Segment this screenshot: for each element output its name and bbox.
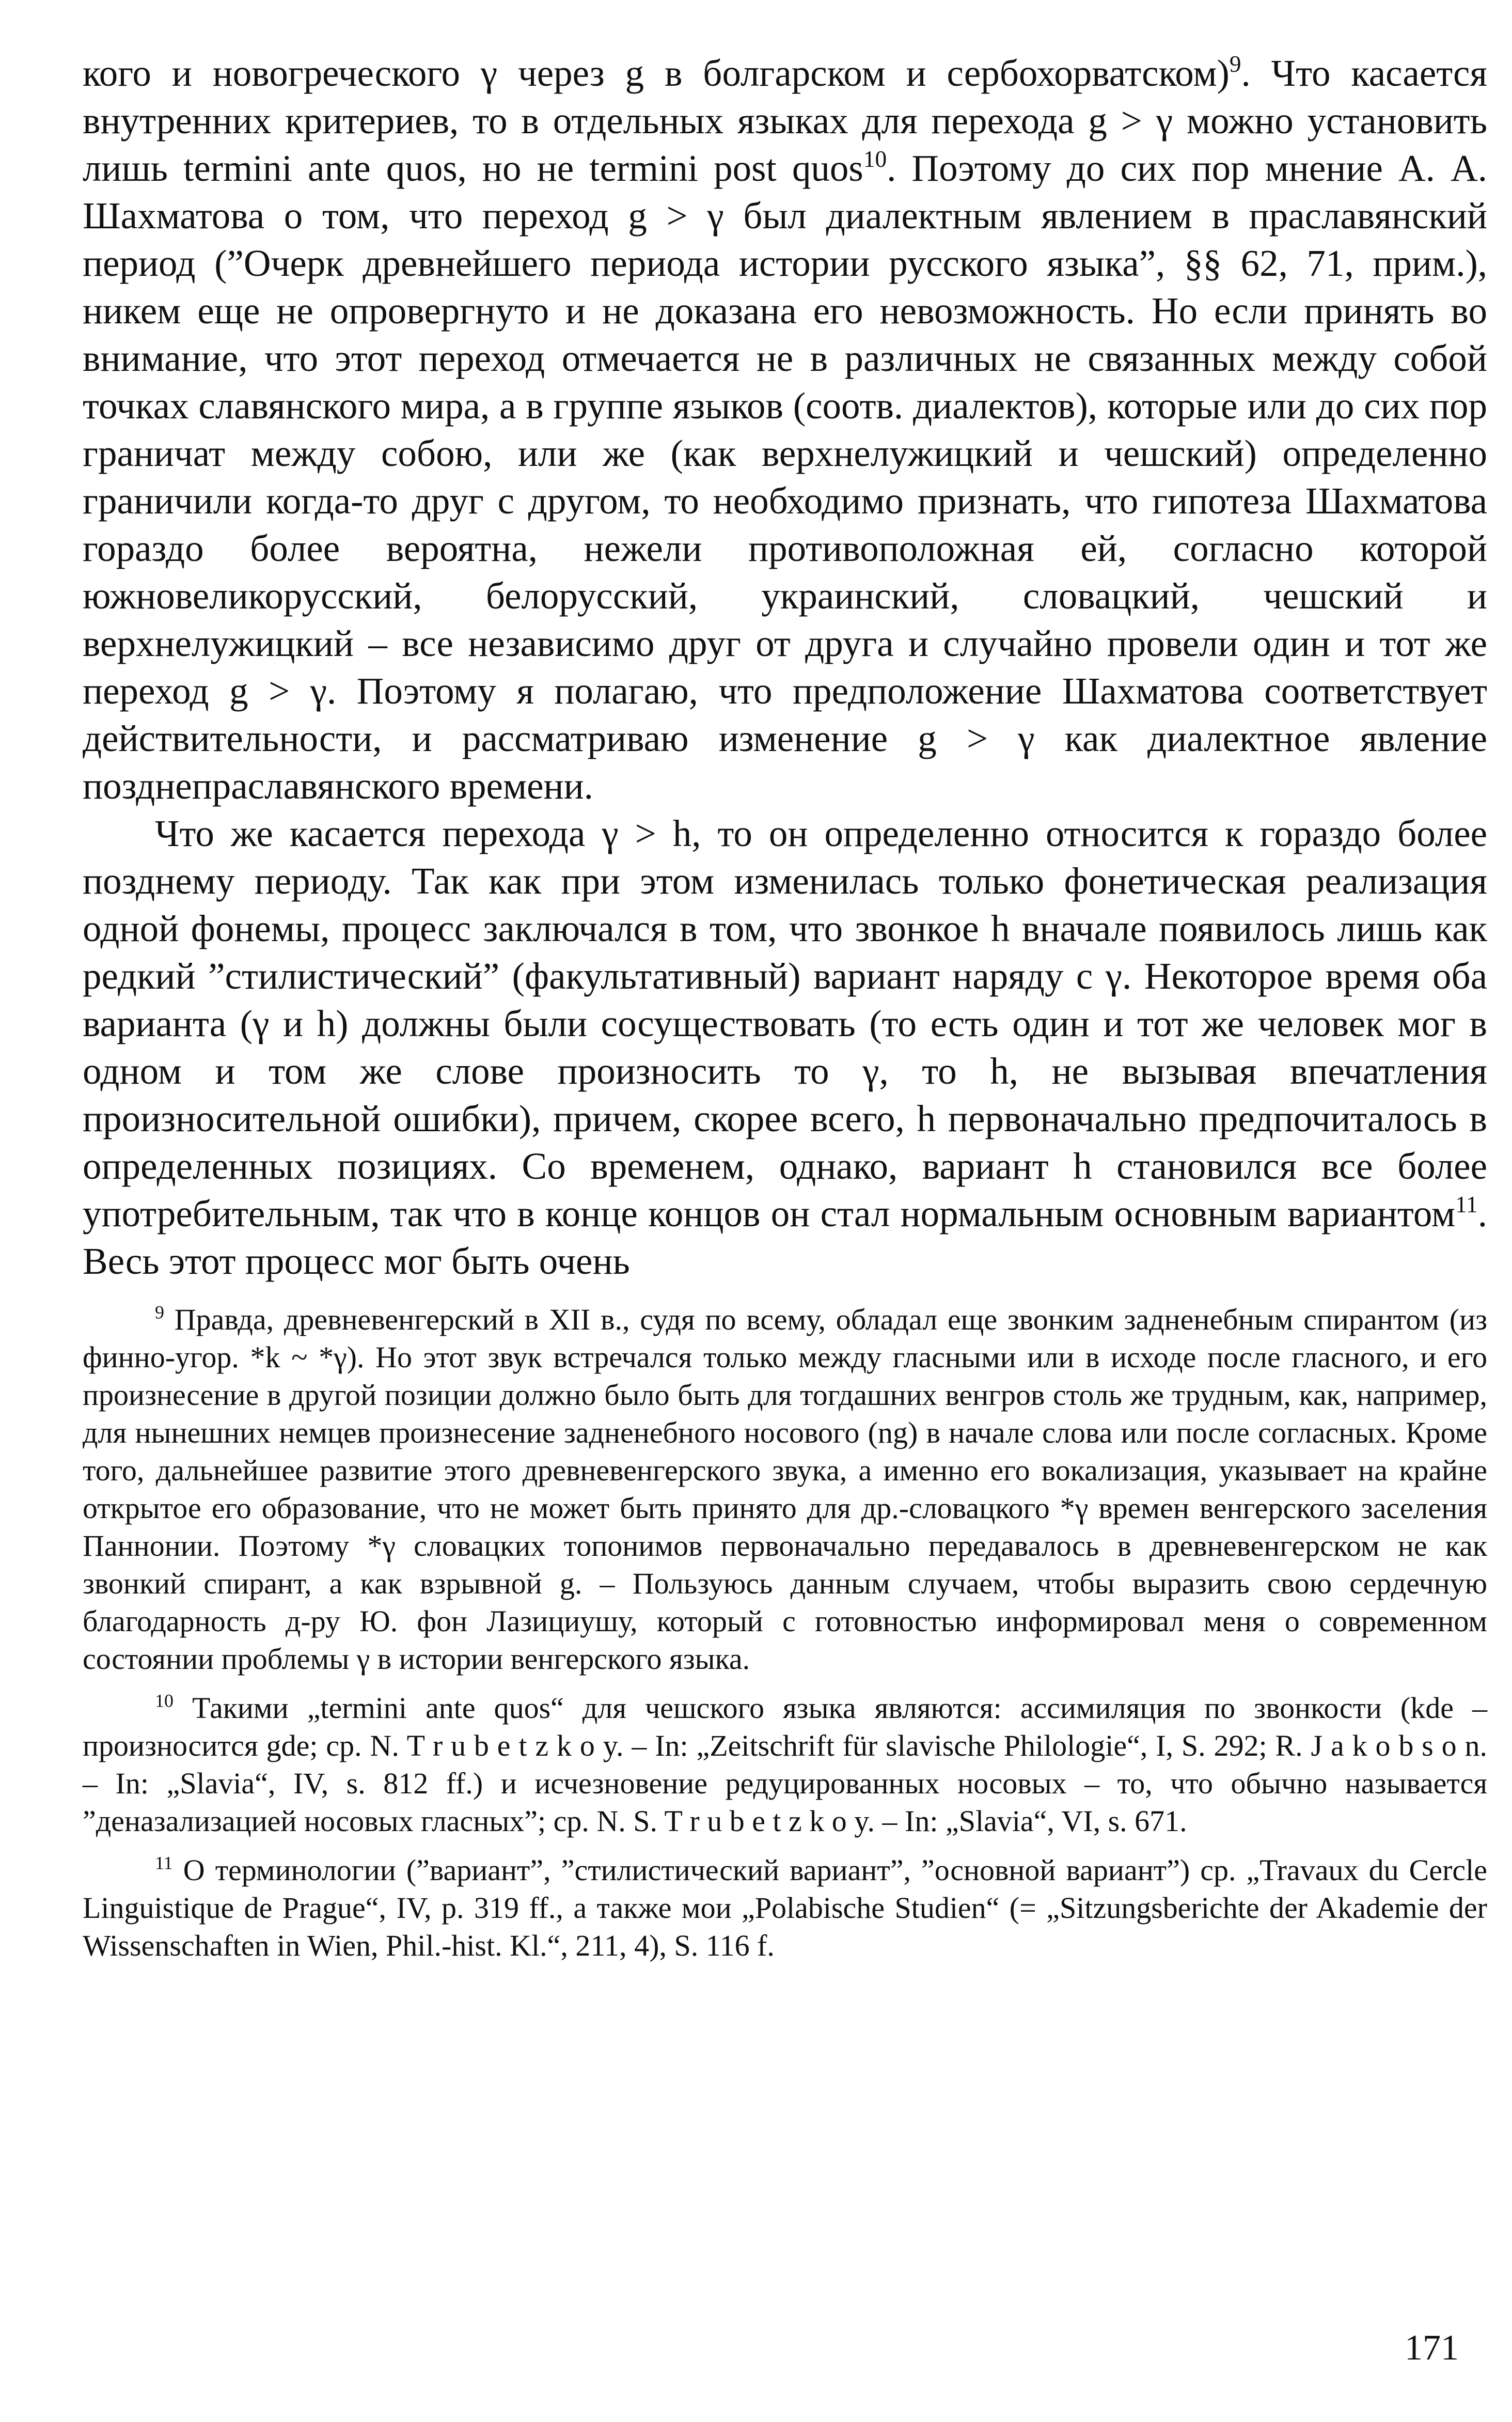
- paragraph-2-text-b: . Весь этот процесс мог быть очень: [83, 1193, 1487, 1282]
- footnote-number: 11: [155, 1852, 173, 1873]
- footnote-11: [83, 1851, 1487, 1964]
- footnote-ref-11: 11: [1455, 1191, 1478, 1217]
- footnote-ref-9: 9: [1229, 51, 1241, 77]
- paragraph-2-text-a: Что же касается перехода γ > h, то он определенно относится к гораздо более позднему периоду. Так как при этом изменилась только фонетическая реализация одной фонемы, процесс заключался в том, что звонкое h вначале появилось лишь как редкий ”стилистический” (факультативный) вариант наряду с γ. Некоторое время оба варианта (γ и h) должны были сосуществовать (то есть один и тот же человек мог в одном и том же слове произносить то γ, то h, не вызывая впечатления произносительной ошибки), причем, скорее всего, h первоначально предпочиталось в определенных позициях. Со временем, однако, вариант h становился все более употребительным, так что в конце концов он стал нормальным основным вариантом: [83, 812, 1487, 1235]
- paragraph-1-text-c: . Поэтому до сих пор мнение А. А. Шахматова о том, что переход g > γ был диалектным явлением в праславянский период (”Очерк древнейшего периода истории русского языка”, §§ 62, 71, прим.), никем еще не опровергнуто и не доказана его невозможность. Но если принять во внимание, что этот переход отмечается не в различных не связанных между собой точках славянского мира, а в группе языков (соотв. диалектов), которые или до сих пор граничат между собою, или же (как верхнелужицкий и чешский) определенно граничили когда-то друг с другом, то необходимо признать, что гипотеза Шахматова гораздо более вероятна, нежели противоположная ей, согласно которой южновеликорусский, белорусский, украинский, словацкий, чешский и верхнелужицкий – все независимо друг от друга и случайно провели один и тот же переход g > γ. Поэтому я полагаю, что предположение Шахматова соответствует действительности, и рассматриваю изменение g > γ как диалектное явление позднепраславянского времени.: [83, 147, 1487, 807]
- paragraph-1: [83, 50, 1487, 810]
- footnotes: [83, 1301, 1487, 1964]
- footnote-10: [83, 1689, 1487, 1840]
- footnote-number: 10: [155, 1690, 174, 1711]
- footnote-number: 9: [155, 1302, 164, 1323]
- paragraph-1-text-a: кого и новогреческого γ через g в болгарском и сербохорватском): [83, 52, 1230, 94]
- page-number: 171: [1405, 2328, 1459, 2368]
- footnote-text: Такими „termini ante quos“ для чешского языка являются: ассимиляция по звонкости (kde – произносится gde; ср. N. T r u b e t z k o y. – In: „Zeitschrift für slavische Philologie“, I, S. 292; R. J a k o b s o n. – In: „Slavia“, IV, s. 812 ff.) и исчезновение редуцированных носовых – то, что обычно называется ”деназализацией носовых гласных”; ср. N. S. T r u b e t z k o y. – In: „Slavia“, VI, s. 671.: [83, 1691, 1488, 1838]
- footnote-text: Правда, древневенгерский в XII в., судя по всему, обладал еще звонким задненебным спирантом (из финно-угор. *k ~ *γ). Но этот звук встречался только между гласными или в исходе после гласного, и его произнесение в другой позиции должно было быть для тогдашних венгров столь же трудным, как, например, для нынешних немцев произнесение задненебного носового (ng) в начале слова или после согласных. Кроме того, дальнейшее развитие этого древневенгерского звука, а именно его вокализация, указывает на крайне открытое его образование, что не может быть принято для др.-словацкого *γ времен венгерского заселения Паннонии. Поэтому *γ словацких топонимов первоначально передавалось в древневенгерском не как звонкий спирант, а как взрывной g. – Пользуюсь данным случаем, чтобы выразить свою сердечную благодарность д-ру Ю. фон Лазициушу, который с готовностью информировал меня о современном состоянии проблемы γ в истории венгерского языка.: [83, 1303, 1488, 1676]
- footnote-ref-10: 10: [863, 146, 887, 172]
- paragraph-1-text-b: . Что касается внутренних критериев, то в отдельных языках для перехода g > γ можно установить лишь termini ante quos, но не termini post quos: [83, 52, 1488, 189]
- main-text: [83, 50, 1487, 1285]
- book-page: [83, 50, 1487, 2384]
- footnote-text: О терминологии (”вариант”, ”стилистический вариант”, ”основной вариант”) ср. „Travaux du Cercle Linguistique de Prague“, IV, p. 319 ff., а также мои „Polabische Studien“ (= „Sitzungsberichte der Akademie der Wissenschaften in Wien, Phil.-hist. Kl.“, 211, 4), S. 116 f.: [83, 1853, 1488, 1962]
- footnote-9: [83, 1301, 1487, 1678]
- paragraph-2: [83, 810, 1487, 1285]
